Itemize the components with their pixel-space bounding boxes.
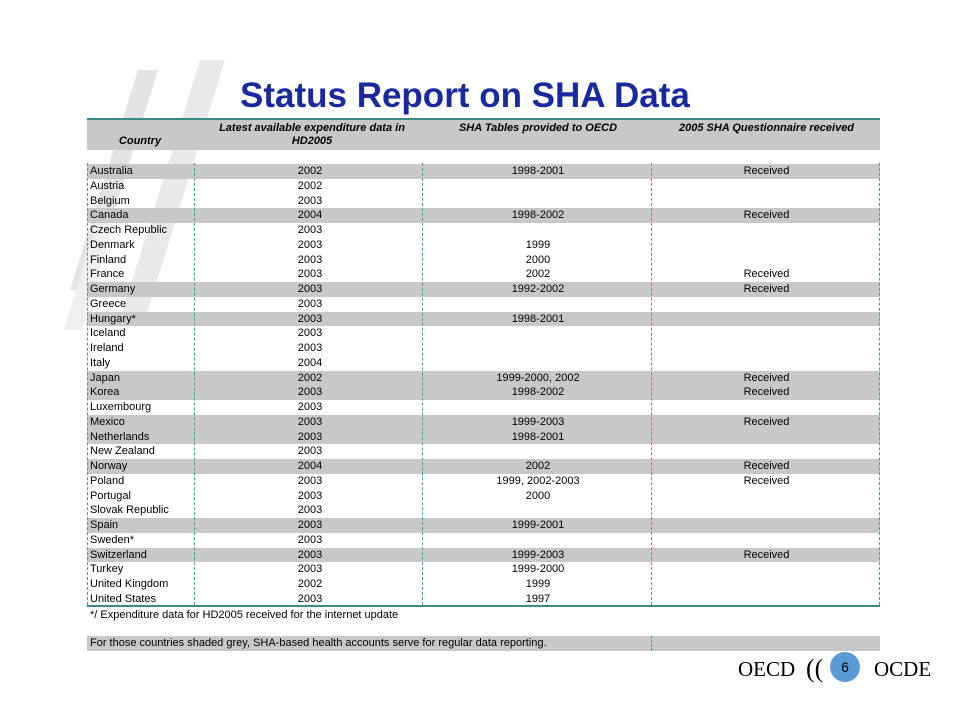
cell-expenditure-year: 2003 [297,592,323,605]
oecd-logo [738,652,938,686]
cell-country: Korea [90,386,120,399]
table-row [87,444,880,459]
cell-questionnaire: Received [743,268,790,281]
cell-country: Netherlands [90,430,150,443]
cell-country: United Kingdom [90,578,169,590]
cell-expenditure-year: 2003 [297,342,323,354]
cell-sha-tables: 2000 [525,253,551,266]
cell-country: Denmark [90,238,135,251]
cell-country: Spain [90,519,119,531]
cell-expenditure-year: 2002 [297,371,323,384]
cell-expenditure-year: 2003 [297,445,323,458]
cell-country: Greece [90,297,127,310]
table-row [87,341,880,356]
table-row [87,297,880,312]
table-row [87,253,880,268]
cell-sha-tables: 1999-2000, 2002 [496,371,580,384]
cell-country: Canada [90,209,129,222]
cell-sha-tables: 1999-2003 [511,548,565,561]
table-row [87,208,880,223]
column-divider [422,163,423,605]
cell-expenditure-year: 2003 [297,401,323,413]
cell-questionnaire: Received [743,548,790,561]
cell-country: Mexico [90,415,125,428]
cell-expenditure-year: 2003 [297,519,323,531]
table-row [87,459,880,474]
column-divider [194,163,195,605]
cell-expenditure-year: 2003 [297,548,323,561]
logo-oecd-text: OECD [738,657,796,681]
footnote-internet-update: */ Expenditure data for HD2005 received for the internet update [90,609,399,621]
cell-expenditure-year: 2003 [297,327,323,340]
table-row [87,430,880,445]
cell-expenditure-year: 2003 [297,224,323,236]
page-title: Status Report on SHA Data [240,76,690,115]
cell-expenditure-year: 2003 [297,238,323,251]
table-row [87,371,880,386]
table-row [87,164,880,179]
cell-sha-tables: 1999-2003 [511,415,565,428]
cell-questionnaire: Received [743,415,790,428]
table-row [87,312,880,327]
cell-sha-tables: 1998-2001 [511,312,565,325]
cell-country: Iceland [90,327,126,340]
cell-expenditure-year: 2004 [297,356,323,369]
cell-country: Switzerland [90,548,147,561]
table-row [87,194,880,209]
cell-sha-tables: 1998-2001 [511,430,565,443]
cell-expenditure-year: 2002 [297,578,323,590]
cell-sha-tables: 1999 [525,578,551,590]
cell-sha-tables: 1998-2001 [511,165,565,177]
table-row [87,503,880,518]
cell-sha-tables: 1992-2002 [511,283,565,295]
cell-country: Italy [90,356,111,369]
table-row [87,179,880,194]
cell-expenditure-year: 2003 [297,415,323,428]
cell-questionnaire: Received [743,209,790,222]
column-divider [87,163,88,605]
table-row [87,267,880,282]
cell-country: France [90,268,125,281]
table-row [87,577,880,592]
header-sha-tables: SHA Tables provided to OECD [458,122,618,134]
cell-country: New Zealand [90,445,155,458]
cell-questionnaire: Received [743,283,790,295]
cell-sha-tables: 1998-2002 [511,386,565,399]
cell-country: Australia [90,165,133,177]
cell-country: Norway [90,460,128,472]
cell-expenditure-year: 2003 [297,297,323,310]
footnote-grey-shading: For those countries shaded grey, SHA-based health accounts serve for regular data reporting. [90,637,547,649]
table-header [87,120,880,150]
logo-bracket-icon: (( [806,654,824,683]
cell-expenditure-year: 2003 [297,474,323,487]
table-row [87,474,880,489]
cell-country: Poland [90,474,125,487]
cell-country: Czech Republic [90,224,168,236]
cell-expenditure-year: 2003 [297,504,323,517]
header-expenditure-line2: HD2005 [291,135,333,147]
table-bottom-rule [87,605,880,607]
table-row [87,562,880,577]
cell-expenditure-year: 2003 [297,386,323,399]
header-expenditure-line1: Latest available expenditure data in [219,122,405,134]
table-row [87,356,880,371]
cell-expenditure-year: 2004 [297,209,323,222]
cell-expenditure-year: 2003 [297,283,323,295]
cell-country: Finland [90,253,127,266]
table-row [87,548,880,563]
cell-sha-tables: 1997 [525,592,551,605]
table-row [87,518,880,533]
cell-country: Japan [90,371,120,384]
table-row [87,415,880,430]
table-row [87,385,880,400]
cell-country: Luxembourg [90,401,152,413]
cell-sha-tables: 2002 [525,268,551,281]
cell-country: Belgium [90,194,130,207]
cell-expenditure-year: 2003 [297,489,323,502]
cell-expenditure-year: 2002 [297,165,323,177]
cell-expenditure-year: 2004 [297,460,323,472]
header-country: Country [118,135,162,147]
cell-country: Ireland [90,342,124,354]
table-row [87,223,880,238]
cell-expenditure-year: 2003 [297,563,323,576]
cell-country: Sweden* [90,533,135,546]
table-row [87,489,880,504]
cell-expenditure-year: 2003 [297,194,323,207]
table-row [87,326,880,341]
cell-sha-tables: 1998-2002 [511,209,565,222]
cell-sha-tables: 1999-2000 [511,563,565,576]
page-number: 6 [841,659,849,675]
cell-questionnaire: Received [743,371,790,384]
table-row [87,400,880,415]
cell-sha-tables: 1999, 2002-2003 [496,474,580,487]
cell-expenditure-year: 2003 [297,533,323,546]
column-divider [651,163,652,605]
logo-ocde-text: OCDE [874,657,932,681]
cell-sha-tables: 2002 [525,460,551,472]
cell-questionnaire: Received [743,474,790,487]
cell-expenditure-year: 2003 [297,312,323,325]
table-row [87,238,880,253]
table-body [87,164,880,607]
table-row [87,533,880,548]
header-expenditure [187,122,437,148]
cell-country: Austria [90,179,125,192]
cell-questionnaire: Received [743,386,790,399]
cell-expenditure-year: 2003 [297,430,323,443]
cell-sha-tables: 1999 [525,238,551,251]
cell-expenditure-year: 2003 [297,268,323,281]
cell-questionnaire: Received [743,165,790,177]
column-divider [879,163,880,605]
cell-country: Slovak Republic [90,504,169,517]
table-row [87,282,880,297]
cell-sha-tables: 2000 [525,489,551,502]
cell-country: Turkey [90,563,124,576]
cell-expenditure-year: 2003 [297,253,323,266]
cell-expenditure-year: 2002 [297,179,323,192]
footnote-divider [651,636,652,651]
cell-country: Portugal [90,489,131,502]
cell-questionnaire: Received [743,460,790,472]
cell-country: Germany [90,283,136,295]
header-questionnaire: 2005 SHA Questionnaire received [678,122,855,134]
cell-country: United States [90,592,157,605]
cell-country: Hungary* [90,312,136,325]
cell-sha-tables: 1999-2001 [511,519,565,531]
